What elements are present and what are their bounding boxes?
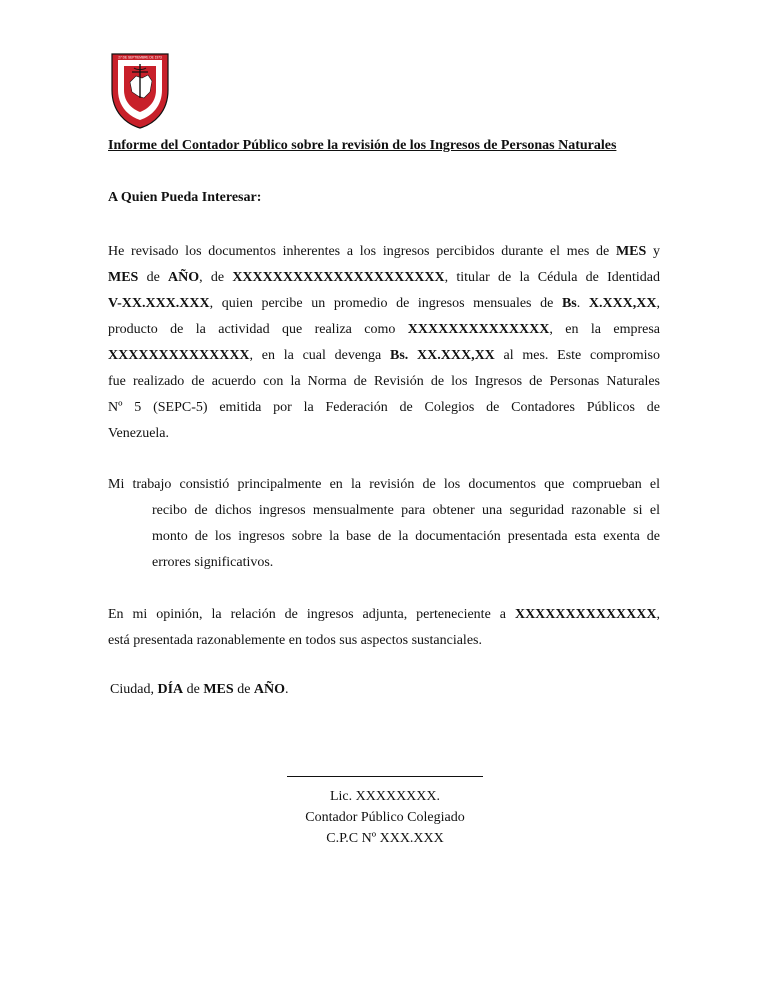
cpv-seal-logo xyxy=(108,46,172,130)
paragraph-revision: He revisado los documentos inherentes a los ingresos percibidos durante el mes de MES y MES de AÑO, de XXXXXXXXXXXXXXXXXXXXX, titular de la Cédula de Identidad V-XX.XXX.XXX, quien percibe un promedio de ingresos mensuales de Bs. X.XXX,XX, producto de la actividad que realiza como XXXXXXXXXXXXXX, en la empresa XXXXXXXXXXXXXX, en la cual devenga Bs. XX.XXX,XX al mes. Este compromiso fue realizado de acuerdo con la Norma de Revisión de los Ingresos de Personas Naturales Nº 5 (SEPC-5) emitida por la Federación de Colegios de Contadores Públicos de Venezuela. xyxy=(108,244,661,441)
signature-block xyxy=(232,786,538,849)
signatory-name: Lic. XXXXXXXX. xyxy=(329,789,441,804)
paragraph-opinion: En mi opinión, la relación de ingresos adjunta, perteneciente a XXXXXXXXXXXXXX, está presentada razonablemente en todos sus aspectos sustanciales. xyxy=(108,607,660,648)
report-title: Informe del Contador Público sobre la revisión de los Ingresos de Personas Naturales xyxy=(108,138,617,153)
svg-text:27 DE SEPTIEMBRE DE 1973: 27 DE SEPTIEMBRE DE 1973 xyxy=(118,55,162,60)
paragraph-trabajo: Mi trabajo consistió principalmente en la revisión de los documentos que comprueban el recibo de dichos ingresos mensualmente para obtener una seguridad razonable si el monto de los ingresos sobre la base de la documentación presentada esta exenta de errores significativos. xyxy=(108,477,660,570)
signatory-cpc: C.P.C Nº XXX.XXX xyxy=(326,831,444,846)
signature-line xyxy=(287,776,483,777)
date-line: Ciudad, DÍA de MES de AÑO. xyxy=(110,682,289,697)
signatory-role: Contador Público Colegiado xyxy=(305,810,465,825)
salutation: A Quien Pueda Interesar: xyxy=(108,190,262,205)
